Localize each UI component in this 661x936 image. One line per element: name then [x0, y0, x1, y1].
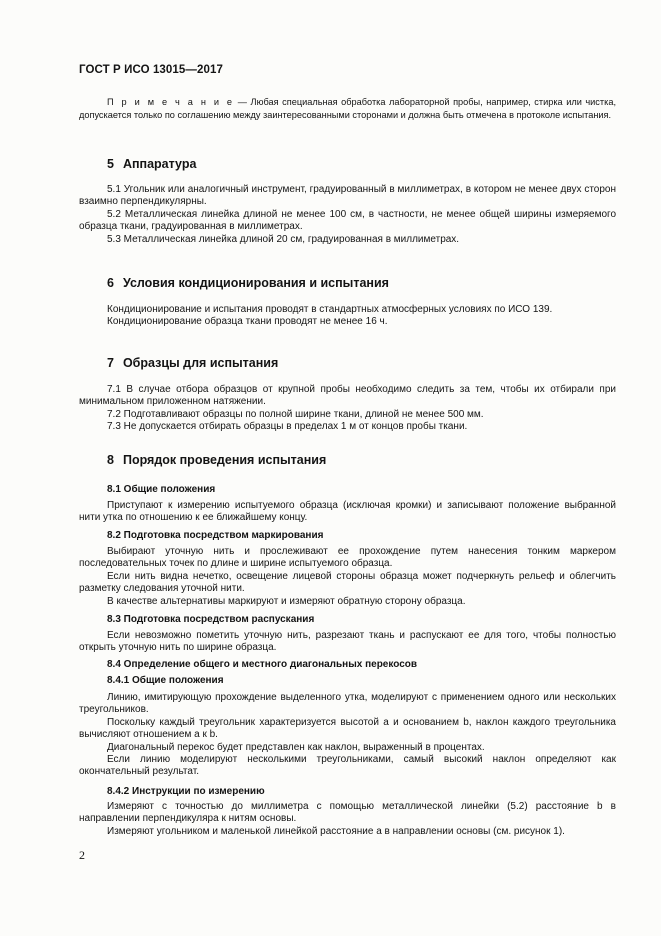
subsection-8-4-1-title: 8.4.1 Общие положения	[107, 675, 224, 686]
paragraph: 5.3 Металлическая линейка длиной 20 см, градуированная в миллиметрах.	[107, 233, 460, 245]
subsection-8-3-title: 8.3 Подготовка посредством распускания	[107, 614, 315, 625]
paragraph: В качестве альтернативы маркируют и измеряют обратную сторону образца.	[107, 595, 466, 607]
section-number: 7	[107, 356, 114, 370]
paragraph: Поскольку каждый треугольник характеризуется высотой a и основанием b, наклон каждого треугольника вычисляют отношением a к b.	[79, 716, 616, 741]
note-label: П р и м е ч а н и е	[107, 97, 235, 107]
section-title: Условия кондиционирования и испытания	[122, 276, 389, 290]
subsection-8-2-body	[79, 546, 616, 608]
paragraph: Кондиционирование и испытания проводят в стандартных атмосферных условиях по ИСО 139.	[107, 304, 553, 315]
paragraph: Измеряют угольником и маленькой линейкой расстояние a в направлении основы (см. рисунок 1).	[107, 825, 565, 837]
page-number: 2	[79, 848, 85, 862]
subsection-8-1-title: 8.1 Общие положения	[107, 484, 216, 495]
paragraph: Если линию моделируют несколькими треугольниками, самый высокий наклон определяют как окончательный результат.	[79, 754, 616, 778]
subsection-8-4-2-title: 8.4.2 Инструкции по измерению	[107, 786, 265, 797]
paragraph: Приступают к измерению испытуемого образца (исключая кромки) и записывают положение выбранной нити утка по отношению к ее ближайшему концу.	[79, 500, 616, 524]
subsection-8-1-body	[79, 500, 616, 525]
section-5-body	[79, 184, 616, 246]
paragraph: 5.2 Металлическая линейка длиной не менее 100 см, в частности, не менее общей ширины измеряемого образца ткани, градуированная в миллиметрах.	[79, 208, 616, 233]
paragraph: Если невозможно пометить уточную нить, разрезают ткань и распускают ее для того, чтобы полностью открыть уточную нить по ширине образца.	[79, 630, 616, 654]
subsection-8-3-body	[79, 630, 616, 655]
section-6-body	[79, 304, 616, 329]
note-block	[79, 96, 616, 121]
paragraph: 7.3 Не допускается отбирать образцы в пределах 1 м от концов пробы ткани.	[107, 421, 468, 433]
section-number: 8	[107, 453, 114, 467]
subsection-8-4-title: 8.4 Определение общего и местного диагональных перекосов	[107, 659, 418, 670]
note-text: — Любая специальная обработка лабораторной пробы, например, стирка или чистка, допускается только по соглашению между заинтересованными сторонами и должна быть отмечена в протоколе испытания.	[79, 97, 616, 120]
subsection-8-2-title: 8.2 Подготовка посредством маркирования	[107, 530, 324, 541]
paragraph: 7.1 В случае отбора образцов от крупной пробы необходимо следить за тем, чтобы их отбирали при минимальном приложенном натяжении.	[79, 384, 616, 408]
paragraph: Измеряют с точностью до миллиметра с помощью металлической линейки (5.2) расстояние b в направлении перпендикуляра к нитям основы.	[79, 801, 616, 825]
subsection-8-4-1-body	[79, 692, 616, 779]
section-8-heading	[107, 453, 326, 467]
subsection-8-4-2-body	[79, 801, 616, 838]
section-6-heading	[107, 276, 389, 290]
section-7-body	[79, 384, 616, 434]
paragraph: 5.1 Угольник или аналогичный инструмент, градуированный в миллиметрах, в котором не менее двух сторон взаимно перпендикулярны.	[79, 184, 616, 208]
paragraph: 7.2 Подготавливают образцы по полной ширине ткани, длиной не менее 500 мм.	[107, 408, 484, 420]
paragraph: Кондиционирование образца ткани проводят не менее 16 ч.	[107, 316, 388, 328]
section-7-heading	[107, 356, 278, 370]
paragraph: Диагональный перекос будет представлен как наклон, выраженный в процентах.	[107, 741, 485, 753]
section-5-heading	[107, 157, 196, 171]
document-header: ГОСТ Р ИСО 13015—2017	[79, 64, 224, 76]
section-number: 5	[107, 157, 114, 171]
section-title: Порядок проведения испытания	[122, 453, 327, 467]
section-title: Аппаратура	[122, 157, 197, 171]
paragraph: Линию, имитирующую прохождение выделенного утка, моделируют с применением одного или нескольких треугольников.	[79, 692, 616, 716]
paragraph: Выбирают уточную нить и прослеживают ее прохождение путем нанесения тонким маркером последовательных точек по длине и ширине испытуемого образца.	[79, 546, 616, 570]
section-number: 6	[107, 276, 114, 290]
section-title: Образцы для испытания	[122, 356, 279, 370]
paragraph: Если нить видна нечетко, освещение лицевой стороны образца может подчеркнуть рельеф и облегчить разметку следования уточной нити.	[79, 570, 616, 595]
